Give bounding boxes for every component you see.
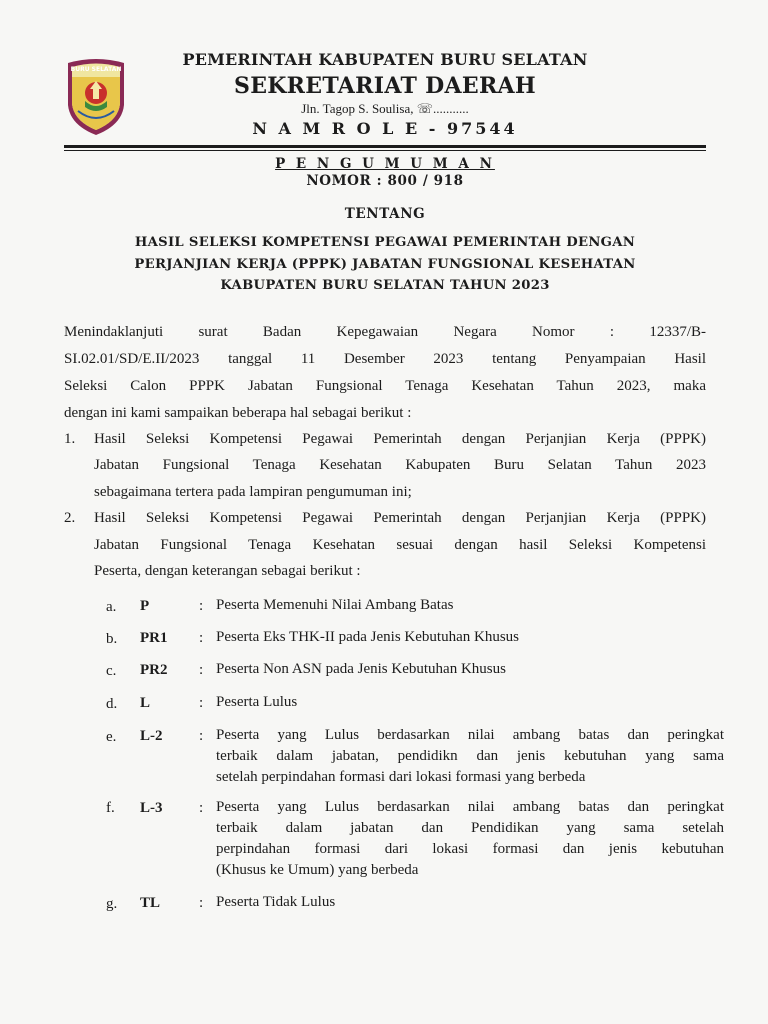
letterhead-divider-thick [64, 145, 706, 148]
item-line: Hasil Seleksi Kompetensi Pegawai Pemerintah dengan Perjanjian Kerja (PPPK) [94, 510, 706, 526]
item-line: Hasil Seleksi Kompetensi Pegawai Pemerintah dengan Perjanjian Kerja (PPPK) [94, 431, 706, 447]
item-line: sebagaimana tertera pada lampiran pengumuman ini; [94, 484, 412, 500]
regency-emblem-logo [64, 55, 128, 137]
subject-line: KABUPATEN BURU SELATAN TAHUN 2023 [220, 278, 550, 293]
office-name: SEKRETARIAT DAERAH [234, 73, 536, 99]
code-colon: : [199, 598, 204, 614]
code-colon: : [199, 662, 204, 678]
subject-line: HASIL SELEKSI KOMPETENSI PEGAWAI PEMERINTAH DENGAN [134, 235, 636, 250]
office-address: Jln. Tagop S. Soulisa, ☏........... [301, 101, 469, 116]
letterhead-divider-thin [64, 150, 706, 151]
code-colon: : [199, 895, 204, 911]
code-key: L [140, 695, 151, 711]
code-description: Peserta Non ASN pada Jenis Kebutuhan Khusus [216, 661, 506, 677]
code-letter: e. [106, 729, 117, 745]
code-letter: c. [106, 663, 117, 679]
item-number: 1. [64, 431, 76, 447]
announcement-heading: P E N G U M U M A N [275, 156, 495, 172]
code-description: (Khusus ke Umum) yang berbeda [216, 862, 419, 878]
intro-line: Menindaklanjuti surat Badan Kepegawaian Negara Nomor : 12337/B- [64, 324, 706, 340]
code-description: perpindahan formasi dari lokasi formasi dan jenis kebutuhan [216, 841, 724, 857]
announcement-number: NOMOR : 800 / 918 [306, 173, 464, 189]
item-number: 2. [64, 510, 76, 526]
code-key: L-3 [140, 800, 163, 816]
code-colon: : [199, 695, 204, 711]
intro-line: Seleksi Calon PPPK Jabatan Fungsional Tenaga Kesehatan Tahun 2023, maka [64, 378, 706, 394]
code-description: Peserta Eks THK-II pada Jenis Kebutuhan Khusus [216, 629, 519, 645]
code-key: PR1 [140, 630, 168, 646]
intro-line: SI.02.01/SD/E.II/2023 tanggal 11 Desember 2023 tentang Penyampaian Hasil [64, 351, 706, 367]
item-line: Peserta, dengan keterangan sebagai berikut : [94, 563, 361, 579]
item-line: Jabatan Fungsional Tenaga Kesehatan Kabupaten Buru Selatan Tahun 2023 [94, 457, 706, 473]
intro-line: dengan ini kami sampaikan beberapa hal sebagai berikut : [64, 405, 412, 421]
code-description: Peserta Memenuhi Nilai Ambang Batas [216, 597, 454, 613]
announcement-about: TENTANG [344, 206, 426, 222]
code-description: setelah perpindahan formasi dari lokasi formasi yang berbeda [216, 769, 586, 785]
logo-text: BURU SELATAN [70, 66, 122, 73]
code-colon: : [199, 728, 204, 744]
code-description: Peserta yang Lulus berdasarkan nilai ambang batas dan peringkat [216, 799, 724, 815]
code-key: PR2 [140, 662, 168, 678]
code-description: Peserta Lulus [216, 694, 298, 710]
code-letter: f. [106, 800, 115, 816]
office-city: N A M R O L E - 97544 [252, 119, 518, 138]
code-key: TL [140, 895, 161, 911]
item-line: Jabatan Fungsional Tenaga Kesehatan sesuai dengan hasil Seleksi Kompetensi [94, 537, 706, 553]
government-name: PEMERINTAH KABUPATEN BURU SELATAN [182, 50, 588, 69]
code-key: L-2 [140, 728, 163, 744]
code-colon: : [199, 800, 204, 816]
code-description: Peserta Tidak Lulus [216, 894, 336, 910]
code-letter: a. [106, 599, 117, 615]
code-letter: b. [106, 631, 118, 647]
code-description: terbaik dalam jabatan dan Pendidikan yang sama setelah [216, 820, 724, 836]
code-description: terbaik dalam jabatan, pendidikn dan jenis kebutuhan yang sama [216, 748, 724, 764]
code-key: P [140, 598, 150, 614]
code-description: Peserta yang Lulus berdasarkan nilai ambang batas dan peringkat [216, 727, 724, 743]
code-colon: : [199, 630, 204, 646]
subject-line: PERJANJIAN KERJA (PPPK) JABATAN FUNGSIONAL KESEHATAN [134, 257, 636, 272]
code-letter: d. [106, 696, 118, 712]
code-letter: g. [106, 896, 118, 912]
